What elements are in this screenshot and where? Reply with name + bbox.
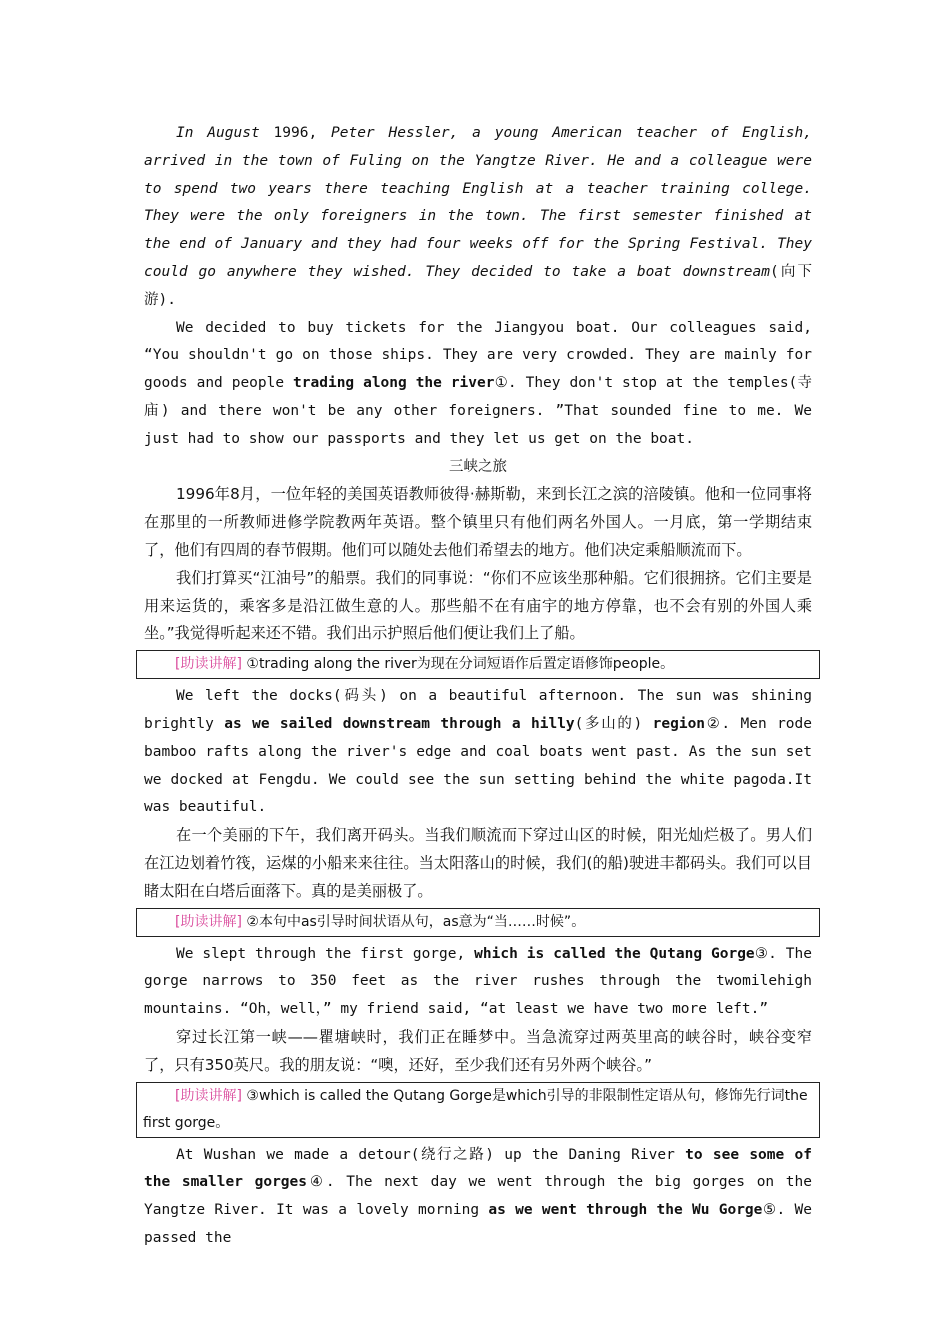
reading-note-1 — [136, 650, 820, 679]
translation-paragraph-3: 在一个美丽的下午，我们离开码头。当我们顺流而下穿过山区的时候，阳光灿烂极了。男人们在江边划着竹筏，运煤的小船来来往往。当太阳落山的时候，我们(的船)驶进丰都码头。我们可以目睹太阳在白塔后面落下。真的是美丽极了。 — [144, 826, 812, 900]
translation-title: 三峡之旅 — [449, 458, 507, 475]
highlight-phrase: region — [652, 715, 706, 732]
translation-paragraph-4: 穿过长江第一峡——瞿塘峡时，我们正在睡梦中。当急流穿过两英里高的峡谷时，峡谷变窄了，只有350英尺。我的朋友说：“噢，还好，至少我们还有另外两个峡谷。” — [144, 1027, 812, 1074]
gloss: (多山的) — [574, 715, 653, 732]
text: ⑤. We passed the — [144, 1202, 812, 1246]
reading-note-2 — [136, 908, 820, 937]
note-text: ①trading along the river为现在分词短语作后置定语修饰people。 — [241, 656, 675, 673]
highlight-phrase: trading along the river — [293, 375, 495, 392]
intro-year: 1996, — [259, 125, 332, 141]
text: ③. The gorge narrows to 350 feet as the river rushes through the twomilehigh mountains. “Oh，well，” my friend said, “at least we have two more left.” — [144, 945, 812, 1018]
text: We left the docks(码头) on a beautiful afternoon. The sun was shining brightly — [144, 688, 812, 732]
reading-note-3 — [136, 1082, 820, 1138]
intro-text: In August — [176, 125, 260, 141]
text: ②. Men rode bamboo rafts along the river's edge and coal boats went past. As the sun set we docked at Fengdu. We could see the sun setting behind the white pagoda.It was beautiful. — [144, 715, 812, 816]
translation-paragraph-2: 我们打算买“江油号”的船票。我们的同事说：“你们不应该坐那种船。它们很拥挤。它们主要是用来运货的，乘客多是沿江做生意的人。那些船不在有庙宇的地方停靠，也不会有别的外国人乘坐。”我觉得听起来还不错。我们出示护照后他们便让我们上了船。 — [144, 568, 812, 643]
note-tag: [助读讲解] — [175, 656, 242, 673]
note-text: ③which is called the Qutang Gorge是which引导的非限制性定语从句，修饰先行词the first gorge。 — [143, 1087, 808, 1131]
intro-gloss: (向下游). — [144, 263, 812, 308]
text: ①. They don't stop at the temples(寺庙) and there won't be any other foreigners. ”That sounded fine to me. We just had to show our passports and they let us get on the boat. — [144, 375, 812, 447]
text: We decided to buy tickets for the Jiangyou boat. Our colleagues said, “You shouldn't go on those ships. They are very crowded. They are mainly for goods and people — [144, 319, 812, 392]
text: ④. The next day we went through the big gorges on the Yangtze River. It was a lovely morning — [144, 1174, 812, 1219]
highlight-phrase: as we went through the Wu Gorge — [488, 1202, 763, 1219]
highlight-phrase: as we sailed downstream through a hilly — [224, 715, 575, 732]
translation-paragraph-1: 1996年8月，一位年轻的美国英语教师彼得·赫斯勒，来到长江之滨的涪陵镇。他和一位同事将在那里的一所教师进修学院教两年英语。整个镇里只有他们两名外国人。一月底，第一学期结束了，他们有四周的春节假期。他们可以随处去他们希望去的地方。他们决定乘船顺流而下。 — [144, 485, 812, 559]
text: At Wushan we made a detour(绕行之路) up the Daning River — [176, 1146, 686, 1163]
document-body — [144, 120, 812, 1253]
text: We slept through the first gorge, — [176, 945, 475, 962]
paragraph-3 — [144, 683, 812, 822]
paragraph-5 — [144, 1142, 812, 1253]
highlight-phrase: to see some of the smaller gorges — [144, 1146, 812, 1191]
paragraph-4 — [144, 941, 812, 1024]
intro-text-2: Peter Hessler, a young American teacher of English, arrived in the town of Fuling on the Yangtze River. He and a colleague were to spend two years there teaching English at a teacher training college. They were the only foreigners in the town. The first semester finished at the end of January and they had four weeks off for the Spring Festival. They could go anywhere they wished. They decided to take a boat downstream — [144, 125, 812, 280]
highlight-phrase: which is called the Qutang Gorge — [474, 945, 755, 962]
note-text: ②本句中as引导时间状语从句，as意为“当……时候”。 — [241, 913, 586, 930]
paragraph-intro — [144, 120, 812, 315]
note-tag: [助读讲解] — [175, 913, 242, 930]
paragraph-2 — [144, 315, 812, 454]
note-tag: [助读讲解] — [175, 1087, 242, 1104]
